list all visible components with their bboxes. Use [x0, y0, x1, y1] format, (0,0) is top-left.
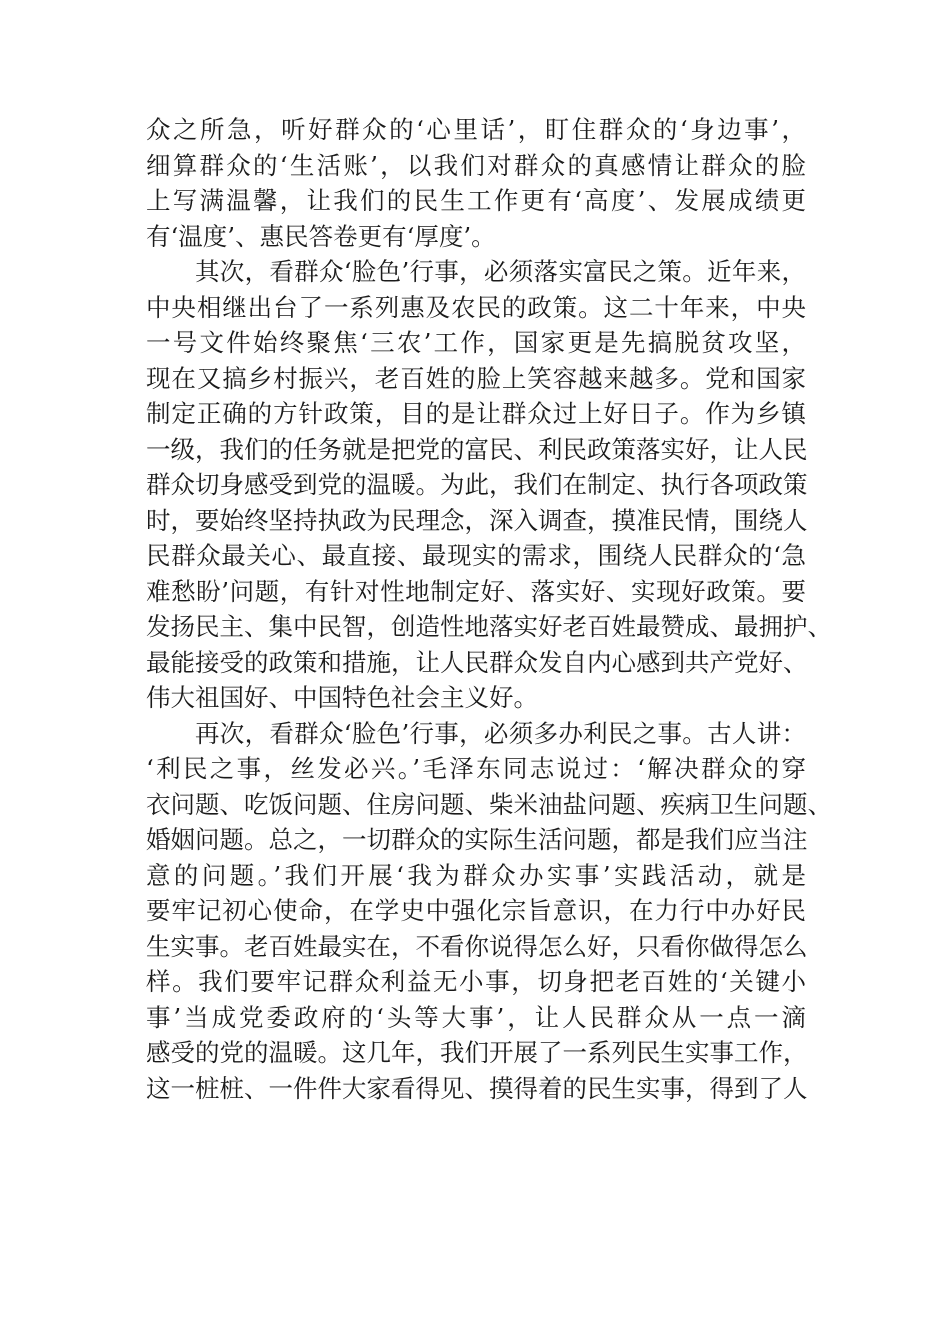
text-line: 再次，看群众‘脸色’行事，必须多办利民之事。古人讲：: [195, 718, 806, 748]
text-line: 发扬民主、集中民智，创造性地落实好老百姓最赞成、最拥护、: [146, 612, 832, 641]
paragraph: [146, 716, 832, 1107]
text-line: 衣问题、吃饭问题、住房问题、柴米油盐问题、疾病卫生问题、: [146, 789, 832, 819]
text-line: 生实事。老百姓最实在，不看你说得怎么好，只看你做得怎么: [146, 931, 808, 961]
text-line: 中央相继出台了一系列惠及农民的政策。这二十年来，中央: [146, 292, 806, 322]
text-line: 众之所急，听好群众的‘心里话’，盯住群众的‘身边事’，: [146, 115, 806, 144]
text-line: 其次，看群众‘脸色’行事，必须落实富民之策。近年来，: [195, 257, 806, 286]
paragraph: [146, 254, 832, 716]
text-line: 意的问题。’我们开展‘我为群众办实事’实践活动，就是: [146, 860, 806, 890]
text-line: 伟大祖国好、中国特色社会主义好。: [146, 683, 538, 712]
text-line: 有‘温度’、惠民答卷更有‘厚度’。: [146, 221, 496, 251]
text-line: 时，要始终坚持执政为民理念，深入调查，摸准民情，围绕人: [146, 505, 808, 535]
text-line: 民群众最关心、最直接、最现实的需求，围绕人民群众的‘急: [146, 541, 806, 570]
text-line: 上写满温馨，让我们的民生工作更有‘高度’、发展成绩更: [146, 186, 806, 215]
text-line: 这一桩桩、一件件大家看得见、摸得着的民生实事，得到了人: [146, 1073, 808, 1103]
text-line: 一级，我们的任务就是把党的富民、利民政策落实好，让人民: [146, 434, 808, 464]
text-line: 难愁盼’问题，有针对性地制定好、落实好、实现好政策。要: [146, 576, 806, 606]
paragraph: [146, 112, 806, 254]
text-line: 现在又搞乡村振兴，老百姓的脸上笑容越来越多。党和国家: [146, 363, 806, 393]
text-line: 婚姻问题。总之，一切群众的实际生活问题，都是我们应当注: [146, 825, 808, 854]
text-line: 事’当成党委政府的‘头等大事’，让人民群众从一点一滴: [146, 1002, 806, 1032]
text-line: 一号文件始终聚焦‘三农’工作，国家更是先搞脱贫攻坚，: [146, 328, 806, 357]
text-line: 要牢记初心使命，在学史中强化宗旨意识，在力行中办好民: [146, 896, 806, 925]
body-text: [146, 112, 832, 1106]
text-line: 细算群众的‘生活账’，以我们对群众的真感情让群众的脸: [146, 150, 806, 180]
text-line: 制定正确的方针政策，目的是让群众过上好日子。作为乡镇: [146, 399, 806, 428]
text-line: 样。我们要牢记群众利益无小事，切身把老百姓的‘关键小: [146, 967, 806, 996]
text-line: 感受的党的温暖。这几年，我们开展了一系列民生实事工作，: [146, 1038, 808, 1067]
text-line: ‘利民之事，丝发必兴。’毛泽东同志说过：‘解决群众的穿: [146, 754, 806, 783]
text-line: 最能接受的政策和措施，让人民群众发自内心感到共产党好、: [146, 647, 808, 677]
text-line: 群众切身感受到党的温暖。为此，我们在制定、执行各项政策: [146, 470, 808, 499]
